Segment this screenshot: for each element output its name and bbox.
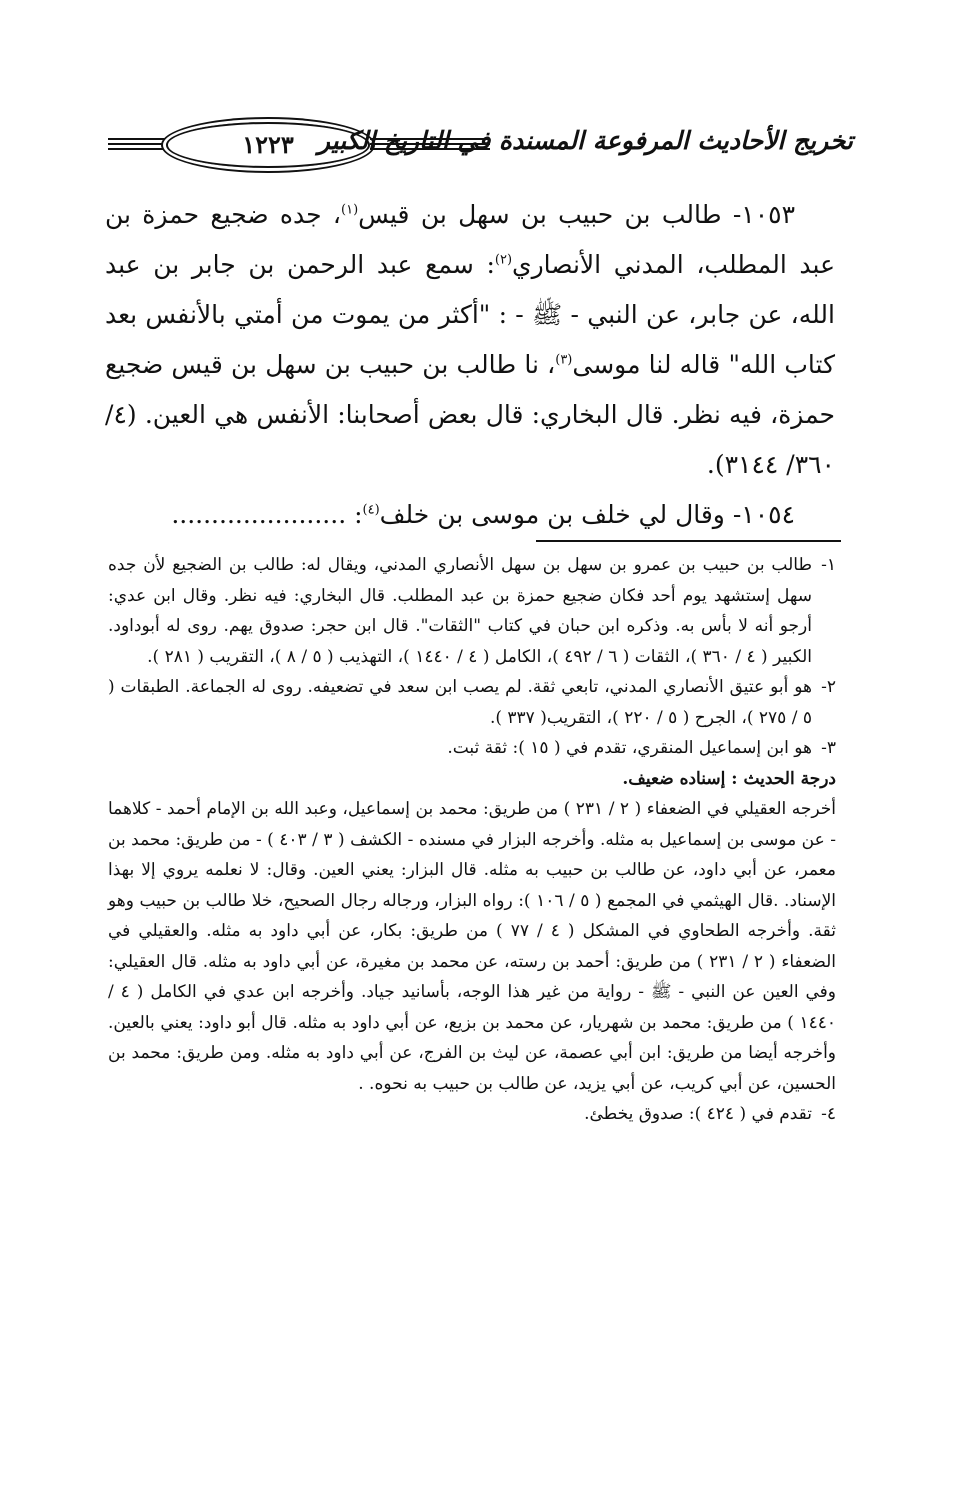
footnote-number: ١- (821, 555, 836, 575)
entry-text: ، نا طالب بن حبيب بن سهل بن قيس ضجيع حمزة، فيه نظر. قال البخاري: قال بعض أصحابنا: الأنفس هي العين. (٤/ ٣٦٠/ ٣١٤٤). (105, 350, 835, 479)
footnote-ref-3[interactable]: (٣) (555, 352, 573, 368)
footnote-3 (108, 733, 836, 764)
hadith-grade: درجة الحديث : إسناده ضعيف. (622, 768, 836, 789)
hadith-entry-1053 (105, 190, 835, 490)
entry-text: ١٠٥٤- وقال لي خلف بن موسى بن خلف (379, 500, 795, 529)
header-rule-left (108, 138, 166, 150)
footnote-ref-4[interactable]: (٤) (362, 502, 380, 518)
page-number: ١٢٢٣ (166, 122, 370, 168)
footnote-text: هو ابن إسماعيل المنقري، تقدم في ( ١٥ ): ثقة ثبت. (447, 738, 812, 758)
hadith-entry-1054 (105, 490, 835, 540)
footnote-1 (108, 550, 836, 672)
book-title: تخريج الأحاديث المرفوعة المسندة في التاريخ الكبير (317, 126, 853, 155)
main-text (105, 190, 835, 540)
footnote-text: تقدم في ( ٤٢٤ ): صدوق يخطئ. (584, 1104, 812, 1124)
footnote-number: ٢- (821, 677, 836, 697)
entry-text: : ...................... (171, 500, 363, 529)
takhrij-paragraph: أخرجه العقيلي في الضعفاء ( ٢ / ٢٣١ ) من طريق: محمد بن إسماعيل، وعبد الله بن الإمام أحمد - كلاهما - عن موسى بن إسماعيل به مثله. وأخرجه البزار في مسنده - الكشف ( ٣ / ٤٠٣ ) - من طريق: محمد بن معمر، عن أبي داود، عن طالب بن حبيب به مثله. قال البزار: يعني العين. وقال: لا نعلمه يروي إلا بهذا الإسناد. .قال الهيثمي في المجمع ( ٥ / ١٠٦ ): رواه البزار، ورجاله رجال الصحيح، خلا طالب بن حبيب وهو ثقة. وأخرجه الطحاوي في المشكل ( ٤ / ٧٧ ) من طريق: بكار، عن أبي داود به مثله. والعقيلي في الضعفاء ( ٢ / ٢٣١ ) من طريق: أحمد بن رسته، عن محمد بن مغيرة، عن أبي داود به مثله. قال العقيلي: وفي العين عن النبي - ﷺ - رواية من غير هذا الوجه، بأسانيد جياد. وأخرجه ابن عدي في الكامل ( ٤ / ١٤٤٠ ) من طريق: محمد بن شهريار، عن محمد بن بزيع، عن أبي داود به مثله. قال أبو داود: يعني بالعين. وأخرجه أيضا من طريق: ابن أبي عصمة، عن ليث بن الفرج، عن أبي داود به مثله. ومن طريق: محمد بن الحسين، عن أبي كريب، عن أبي يزيد، عن طالب بن حبيب به نحوه. . (108, 799, 837, 1094)
footnote-ref-2[interactable]: (٢) (494, 252, 513, 268)
footnote-4 (108, 1099, 836, 1130)
entry-text: : سمع عبد الرحمن بن جابر بن عبد الله، عن جابر، عن النبي - ﷺ - : "أكثر من يموت من أمتي بالأنفس بعد كتاب الله" قاله لنا موسى (105, 250, 835, 379)
footnotes (108, 550, 836, 1130)
footnote-ref-1[interactable]: (١) (341, 202, 359, 218)
footnote-number: ٤- (821, 1104, 836, 1124)
footnote-separator (536, 540, 841, 542)
footnote-number: ٣- (821, 738, 836, 758)
entry-text: ١٠٥٣- طالب بن حبيب بن سهل بن قيس (358, 200, 795, 229)
page-header (108, 118, 853, 174)
entry-text: ، جده ضجيع حمزة بن عبد المطلب، المدني الأنصاري (105, 200, 835, 279)
footnote-2 (108, 672, 836, 733)
footnote-text: هو أبو عتيق الأنصاري المدني، تابعي ثقة. لم يصب ابن سعد في تضعيفه. روى له الجماعة. الطبقات ( ٥ / ٢٧٥ )، الجرح ( ٥ / ٢٢٠ )، التقريب( ٣٣٧ ). (108, 677, 812, 728)
footnote-text: طالب بن حبيب بن عمرو بن سهل بن سهل الأنصاري المدني، ويقال له: طالب بن الضجيع لأن جده سهل إستشهد يوم أحد فكان ضجيع حمزة بن عبد المطلب. قال البخاري: فيه نظر. وقال ابن عدي: أرجو أنه لا بأس به. وذكره ابن حبان في كتاب "الثقات". قال ابن حجر: صدوق يهم. روى له أبوداود. الكبير ( ٤ / ٣٦٠ )، الثقات ( ٦ / ٤٩٢ )، الكامل ( ٤ / ١٤٤٠ )، التهذيب ( ٥ / ٨ )، التقريب ( ٢٨١ ). (108, 555, 812, 667)
